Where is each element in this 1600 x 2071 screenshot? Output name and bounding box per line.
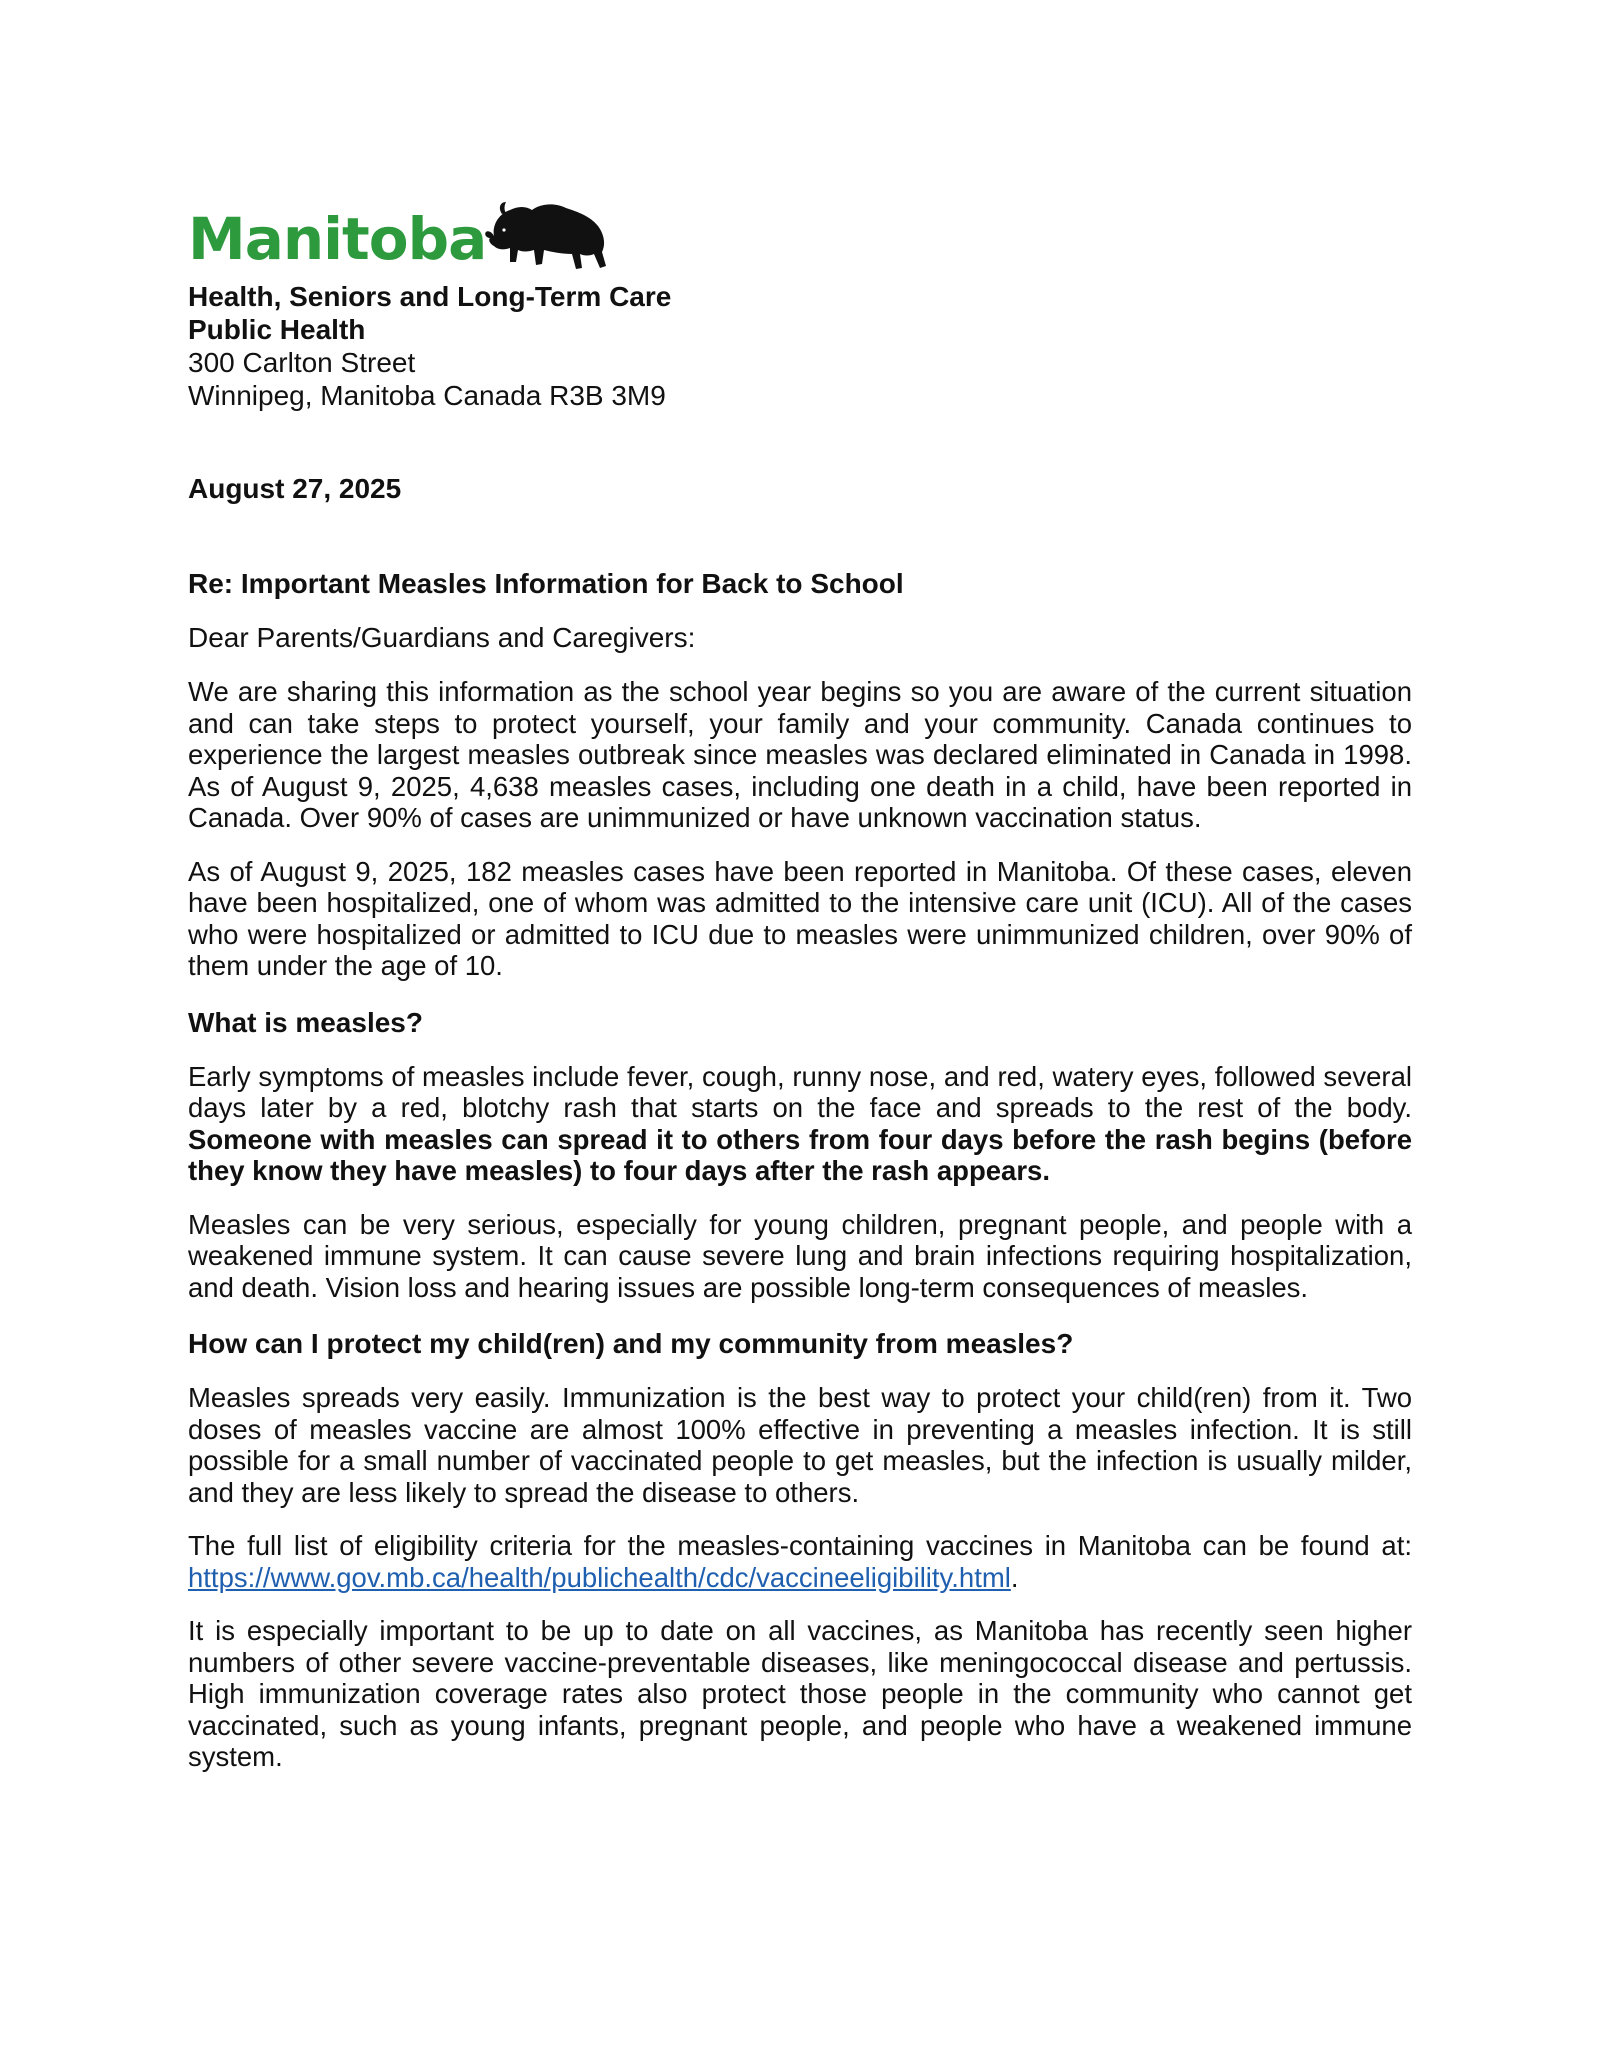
address-city: Winnipeg, Manitoba Canada R3B 3M9 — [188, 380, 666, 411]
paragraph-outbreak-manitoba: As of August 9, 2025, 182 measles cases have been reported in Manitoba. Of these cases, eleven have been hospitalized, one of whom was admitted to the intensive care unit (ICU). All of the cases who were hospitalized or admitted to ICU due to measles were unimmunized children, over 90% of them under the age of 10. — [188, 855, 1412, 981]
paragraph-eligibility — [188, 1530, 1412, 1593]
paragraph-complications: Measles can be very serious, especially for young children, pregnant people, and people with a weakened immune system. It can cause severe lung and brain infections requiring hospitalization, and death. Vision loss and hearing issues are possible long-term consequences of measles. — [188, 1208, 1412, 1303]
paragraph-immunization: Measles spreads very easily. Immunization is the best way to protect your child(ren) from it. Two doses of measles vaccine are almost 100% effective in preventing a measles infection. It is still possible for a small number of vaccinated people to get measles, but the infection is usually milder, and they are less likely to spread the disease to others. — [188, 1382, 1412, 1508]
symptoms-text: Early symptoms of measles include fever, cough, runny nose, and red, watery eyes, followed several days later by a red, blotchy rash that starts on the face and spreads to the rest of the body. — [188, 1060, 1412, 1123]
bison-icon — [482, 196, 612, 276]
heading-what-is-measles: What is measles? — [188, 1006, 423, 1038]
eligibility-link[interactable]: https://www.gov.mb.ca/health/publichealth/cdc/vaccineeligibility.html — [188, 1561, 1011, 1593]
department-name: Health, Seniors and Long-Term Care — [188, 281, 672, 312]
letter-page — [188, 196, 1412, 1773]
address-street: 300 Carlton Street — [188, 347, 416, 378]
paragraph-up-to-date: It is especially important to be up to date on all vaccines, as Manitoba has recently seen higher numbers of other severe vaccine-preventable diseases, like meningococcal disease and pertussis. High immunization coverage rates also protect those people in the community who cannot get vaccinated, such as young infants, pregnant people, and people who have a weakened immune system. — [188, 1615, 1412, 1772]
manitoba-logo — [188, 196, 1412, 276]
salutation: Dear Parents/Guardians and Caregivers: — [188, 622, 696, 653]
symptoms-contagious-warning: Someone with measles can spread it to others from four days before the rash begins (before they know they have measles) to four days after the rash appears. — [188, 1123, 1412, 1186]
paragraph-outbreak-canada: We are sharing this information as the school year begins so you are aware of the current situation and can take steps to protect yourself, your family and your community. Canada continues to experience the largest measles outbreak since measles was declared eliminated in Canada in 1998. As of August 9, 2025, 4,638 measles cases, including one death in a child, have been reported in Canada. Over 90% of cases are unimmunized or have unknown vaccination status. — [188, 676, 1412, 833]
letter-date: August 27, 2025 — [188, 473, 402, 504]
letter-subject: Re: Important Measles Information for Back to School — [188, 568, 904, 599]
branch-name: Public Health — [188, 314, 366, 345]
eligibility-text: The full list of eligibility criteria for the measles-containing vaccines in Manitoba can be found at: — [188, 1530, 1412, 1561]
heading-protection: How can I protect my child(ren) and my community from measles? — [188, 1328, 1074, 1359]
logo-wordmark: Manitoba — [188, 205, 487, 273]
eligibility-period: . — [1010, 1561, 1019, 1593]
paragraph-symptoms — [188, 1061, 1412, 1187]
